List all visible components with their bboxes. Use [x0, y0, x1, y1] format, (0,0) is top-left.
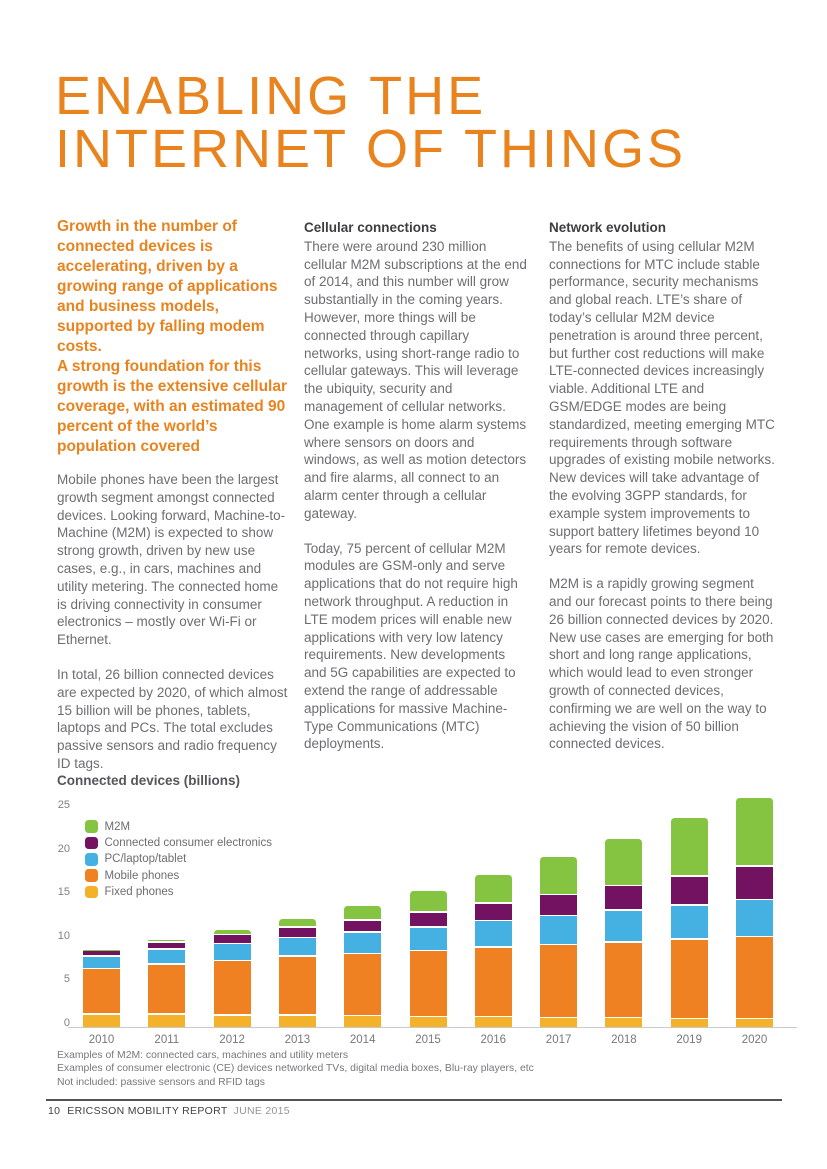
x-axis-label-2018: 2018	[611, 1034, 637, 1046]
x-axis-label-2013: 2013	[284, 1034, 311, 1046]
body-paragraph: There were around 230 million cellular M2M subscriptions at the end of 2014, and this number will grow substantially in the coming years. However, more things will be connected through capillary networks, using short-range radio to cellular gateways. This will leverage the ubiquity, security and management of cellular networks. One example is home alarm systems where sensors on doors and windows, as well as motion detectors and fire alarms, all connect to an alarm center through a cellular gateway.	[304, 238, 527, 521]
bar-2017-fixed-phones	[540, 1018, 577, 1027]
bar-2018-connected-consumer-electronics	[605, 886, 642, 909]
bar-2020-pc-laptop-tablet	[736, 900, 773, 936]
column-cellular-connections	[304, 219, 530, 770]
y-axis-tick-label: 20	[57, 842, 70, 855]
x-axis-label-2014: 2014	[349, 1034, 376, 1046]
legend-item-pc-laptop-tablet	[85, 853, 186, 866]
page-title	[55, 66, 687, 179]
bar-2014-fixed-phones	[344, 1016, 381, 1027]
legend-swatch-mobile-phones	[85, 869, 98, 882]
bar-2012-m2m	[214, 930, 251, 934]
legend-swatch-pc-laptop-tablet	[85, 853, 98, 866]
bar-2018-mobile-phones	[605, 943, 642, 1017]
body-paragraph: In total, 26 billion connected devices are expected by 2020, of which almost 15 billion will be phones, tablets, laptops and PCs. The total excludes passive sensors and radio frequency ID tags.	[57, 666, 288, 771]
legend-swatch-connected-consumer-electronics	[85, 837, 98, 850]
bar-2013-m2m	[279, 919, 316, 926]
footer-rule	[46, 1099, 782, 1101]
bar-2019-fixed-phones	[671, 1019, 708, 1027]
bar-2013-connected-consumer-electronics	[279, 928, 316, 937]
bar-2016-connected-consumer-electronics	[475, 904, 512, 920]
bar-2016-mobile-phones	[475, 948, 512, 1016]
legend-label-m2m: M2M	[104, 820, 131, 833]
page-footer	[48, 1105, 290, 1117]
bar-2019-m2m	[671, 818, 708, 875]
bar-2019-mobile-phones	[671, 940, 708, 1018]
x-axis-label-2015: 2015	[415, 1034, 441, 1046]
bar-2016-m2m	[475, 875, 512, 903]
x-axis-line	[68, 1027, 797, 1028]
section-heading-cellular-connections: Cellular connections	[304, 220, 437, 235]
bar-2014-pc-laptop-tablet	[344, 933, 381, 953]
intro-paragraph: Growth in the number of connected devices is accelerating, driven by a growing range of applications and business models, supported by falling modem costs.	[57, 218, 278, 355]
y-axis-tick-label: 5	[63, 973, 70, 986]
x-axis-label-2020: 2020	[741, 1034, 768, 1046]
bar-2011-fixed-phones	[148, 1015, 185, 1027]
body-paragraph: M2M is a rapidly growing segment and our forecast points to there being 26 billion connected devices by 2020. New use cases are emerging for both short and long range applications, which would lead to even stronger growth of connected devices, confirming we are well on the way to achieving the vision of 50 billion connected devices.	[549, 576, 774, 752]
footnote: Examples of M2M: connected cars, machines and utility meters	[57, 1050, 349, 1061]
x-axis-label-2017: 2017	[545, 1034, 572, 1046]
x-axis-label-2011: 2011	[154, 1034, 180, 1046]
y-axis-tick-label: 0	[63, 1017, 70, 1029]
bar-2017-connected-consumer-electronics	[540, 895, 577, 915]
bar-2010-connected-consumer-electronics	[83, 951, 120, 955]
page-title-line-2: INTERNET OF THINGS	[55, 119, 687, 179]
bar-2012-pc-laptop-tablet	[214, 944, 251, 959]
bar-2016-pc-laptop-tablet	[475, 921, 512, 946]
footnote: Not included: passive sensors and RFID tags	[57, 1076, 265, 1088]
section-heading-network-evolution: Network evolution	[549, 220, 667, 235]
legend-label-fixed-phones: Fixed phones	[104, 886, 174, 899]
bar-2013-pc-laptop-tablet	[279, 938, 316, 955]
bar-2019-pc-laptop-tablet	[671, 906, 708, 939]
connected-devices-chart	[46, 796, 806, 1058]
bar-2012-fixed-phones	[214, 1016, 251, 1027]
bar-2020-fixed-phones	[736, 1019, 773, 1027]
body-paragraph: The benefits of using cellular M2M connections for MTC include stable performance, security mechanisms and global reach. LTE’s share of today’s cellular M2M device penetration is around three percent, but further cost reductions will make LTE-connected devices increasingly viable. Additional LTE and GSM/EDGE modes are being standardized, meeting emerging MTC requirements through software upgrades of existing mobile networks. New devices will take advantage of the evolving 3GPP standards, for example system improvements to support battery lifetimes beyond 10 years for remote devices.	[549, 238, 775, 557]
legend-item-connected-consumer-electronics	[85, 836, 272, 849]
legend-item-fixed-phones	[85, 886, 174, 899]
page-number: 10	[48, 1105, 61, 1117]
legend-swatch-fixed-phones	[85, 886, 98, 899]
y-axis-tick-label: 25	[57, 799, 70, 811]
bar-2015-connected-consumer-electronics	[410, 913, 447, 927]
body-paragraph: Mobile phones have been the largest growth segment amongst connected devices. Looking forward, Machine-to-Machine (M2M) is expected to show strong growth, driven by new use cases, e.g., in cars, machines and utility metering. The connected home is driving connectivity in consumer electronics – mostly over Wi-Fi or Ethernet.	[57, 472, 286, 648]
bar-2011-connected-consumer-electronics	[148, 943, 185, 949]
intro-highlight-text	[57, 217, 291, 457]
chart-title: Connected devices (billions)	[57, 773, 241, 788]
bar-2011-mobile-phones	[148, 965, 185, 1014]
bar-2018-m2m	[605, 839, 642, 885]
chart-footnotes	[57, 1049, 534, 1089]
bar-2018-fixed-phones	[605, 1018, 642, 1027]
x-axis-label-2019: 2019	[676, 1034, 702, 1046]
column-network-evolution	[549, 219, 775, 770]
bar-2016-fixed-phones	[475, 1017, 512, 1027]
legend-item-mobile-phones	[85, 869, 179, 882]
x-axis-label-2010: 2010	[88, 1034, 115, 1046]
bar-2017-m2m	[540, 857, 577, 893]
bar-2020-mobile-phones	[736, 937, 773, 1017]
bar-2010-fixed-phones	[83, 1015, 120, 1027]
bar-2014-connected-consumer-electronics	[344, 921, 381, 932]
bar-2017-pc-laptop-tablet	[540, 916, 577, 944]
bar-2013-fixed-phones	[279, 1016, 316, 1027]
bar-2017-mobile-phones	[540, 945, 577, 1017]
page-title-line-1: ENABLING THE	[55, 66, 487, 126]
bar-2013-mobile-phones	[279, 957, 316, 1015]
bar-2019-connected-consumer-electronics	[671, 877, 708, 905]
bar-2015-m2m	[410, 891, 447, 911]
bar-2012-connected-consumer-electronics	[214, 935, 251, 942]
column-left-body	[57, 471, 289, 790]
legend-label-pc-laptop-tablet: PC/laptop/tablet	[104, 853, 187, 866]
y-axis-tick-label: 15	[57, 886, 70, 899]
bar-2010-pc-laptop-tablet	[83, 957, 120, 968]
legend-label-connected-consumer-electronics: Connected consumer electronics	[104, 836, 272, 849]
bar-2010-m2m	[83, 950, 120, 951]
footer-report-title: ERICSSON MOBILITY REPORT	[67, 1105, 228, 1117]
bar-2012-mobile-phones	[214, 961, 251, 1014]
bar-2010-mobile-phones	[83, 969, 120, 1013]
y-axis-tick-label: 10	[57, 929, 70, 942]
bar-2011-m2m	[148, 940, 185, 941]
legend-label-mobile-phones: Mobile phones	[104, 869, 180, 882]
bar-2011-pc-laptop-tablet	[148, 950, 185, 964]
body-paragraph: Today, 75 percent of cellular M2M modules are GSM-only and serve applications that do not require high network throughput. A reduction in LTE modem prices will enable new applications with very low latency requirements. New developments and 5G capabilities are expected to extend the range of addressable applications for massive Machine-Type Communications (MTC) deployments.	[304, 540, 518, 752]
legend-item-m2m	[85, 820, 130, 833]
bar-2014-m2m	[344, 906, 381, 919]
bar-2020-connected-consumer-electronics	[736, 867, 773, 899]
bar-2020-m2m	[736, 798, 773, 865]
x-axis-label-2016: 2016	[480, 1034, 507, 1046]
bar-2014-mobile-phones	[344, 954, 381, 1015]
intro-paragraph: A strong foundation for this growth is the extensive cellular coverage, with an estimated 90 percent of the world’s population covered	[57, 358, 287, 455]
legend-swatch-m2m	[85, 820, 98, 833]
footnote: Examples of consumer electronic (CE) devices networked TVs, digital media boxes, Blu-ray players, etc	[57, 1063, 534, 1075]
x-axis-label-2012: 2012	[219, 1034, 245, 1046]
footer-issue-date: JUNE 2015	[233, 1105, 290, 1117]
bar-2018-pc-laptop-tablet	[605, 911, 642, 941]
bar-2015-mobile-phones	[410, 951, 447, 1016]
bar-2015-pc-laptop-tablet	[410, 928, 447, 950]
bar-2015-fixed-phones	[410, 1017, 447, 1027]
